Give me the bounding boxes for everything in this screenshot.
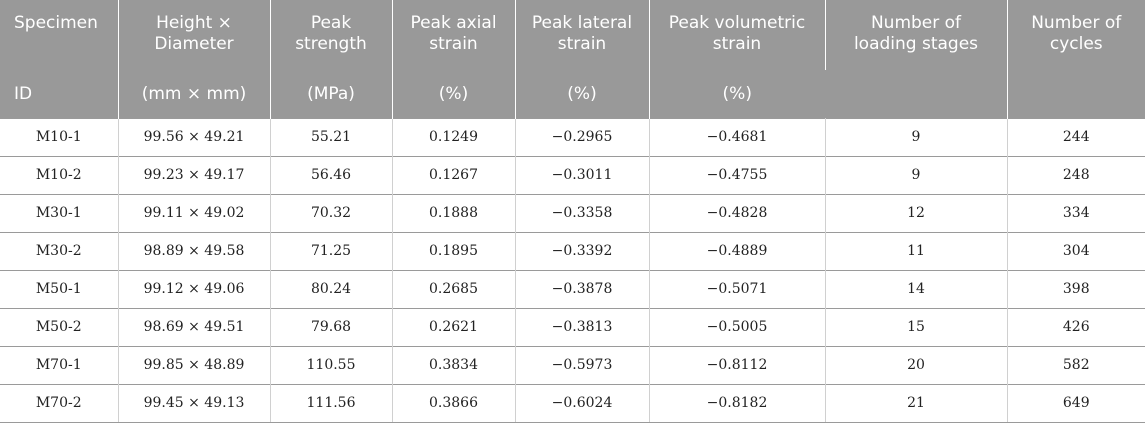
cell-dimensions: 99.85 × 48.89	[118, 346, 270, 384]
cell-specimen-id: M50-1	[0, 270, 118, 308]
cell-cycles: 244	[1007, 118, 1145, 156]
cell-cycles: 582	[1007, 346, 1145, 384]
cell-peak-strength: 80.24	[270, 270, 392, 308]
cell-axial-strain: 0.1267	[392, 156, 515, 194]
cell-cycles: 398	[1007, 270, 1145, 308]
cell-lateral-strain: −0.2965	[515, 118, 649, 156]
table-row	[0, 232, 1145, 270]
unit-mm: (mm × mm)	[118, 70, 270, 118]
cell-loading-stages: 14	[825, 270, 1007, 308]
unit-id: ID	[0, 70, 118, 118]
cell-axial-strain: 0.1888	[392, 194, 515, 232]
cell-cycles: 248	[1007, 156, 1145, 194]
table-header	[0, 0, 1145, 118]
table-row	[0, 346, 1145, 384]
table-row	[0, 384, 1145, 422]
cell-lateral-strain: −0.3813	[515, 308, 649, 346]
unit-axial-percent: (%)	[392, 70, 515, 118]
cell-specimen-id: M50-2	[0, 308, 118, 346]
cell-volumetric-strain: −0.8182	[649, 384, 825, 422]
cell-specimen-id: M10-1	[0, 118, 118, 156]
cell-lateral-strain: −0.3878	[515, 270, 649, 308]
cell-dimensions: 99.12 × 49.06	[118, 270, 270, 308]
cell-dimensions: 99.45 × 49.13	[118, 384, 270, 422]
header-loading-stages: Number of loading stages	[825, 0, 1007, 118]
cell-dimensions: 99.23 × 49.17	[118, 156, 270, 194]
cell-axial-strain: 0.1895	[392, 232, 515, 270]
header-peak-axial-strain: Peak axial strain	[392, 0, 515, 70]
cell-specimen-id: M70-2	[0, 384, 118, 422]
cell-axial-strain: 0.2685	[392, 270, 515, 308]
cell-peak-strength: 111.56	[270, 384, 392, 422]
table-row	[0, 270, 1145, 308]
cell-lateral-strain: −0.3011	[515, 156, 649, 194]
cell-volumetric-strain: −0.4755	[649, 156, 825, 194]
cell-cycles: 649	[1007, 384, 1145, 422]
cell-specimen-id: M30-2	[0, 232, 118, 270]
cell-peak-strength: 110.55	[270, 346, 392, 384]
header-cycles: Number of cycles	[1007, 0, 1145, 118]
cell-peak-strength: 79.68	[270, 308, 392, 346]
cell-loading-stages: 15	[825, 308, 1007, 346]
cell-volumetric-strain: −0.5071	[649, 270, 825, 308]
cell-loading-stages: 11	[825, 232, 1007, 270]
cell-peak-strength: 56.46	[270, 156, 392, 194]
cell-loading-stages: 21	[825, 384, 1007, 422]
header-peak-strength: Peak strength	[270, 0, 392, 70]
cell-loading-stages: 20	[825, 346, 1007, 384]
cell-axial-strain: 0.3834	[392, 346, 515, 384]
cell-peak-strength: 70.32	[270, 194, 392, 232]
cell-volumetric-strain: −0.4828	[649, 194, 825, 232]
cell-volumetric-strain: −0.4681	[649, 118, 825, 156]
header-height-diameter: Height × Diameter	[118, 0, 270, 70]
table-row	[0, 194, 1145, 232]
cell-cycles: 304	[1007, 232, 1145, 270]
unit-lateral-percent: (%)	[515, 70, 649, 118]
cell-peak-strength: 71.25	[270, 232, 392, 270]
cell-axial-strain: 0.1249	[392, 118, 515, 156]
cell-specimen-id: M10-2	[0, 156, 118, 194]
cell-loading-stages: 9	[825, 156, 1007, 194]
header-specimen: Specimen	[0, 0, 118, 70]
cell-axial-strain: 0.2621	[392, 308, 515, 346]
cell-lateral-strain: −0.6024	[515, 384, 649, 422]
cell-lateral-strain: −0.3358	[515, 194, 649, 232]
cell-lateral-strain: −0.3392	[515, 232, 649, 270]
cell-axial-strain: 0.3866	[392, 384, 515, 422]
cell-volumetric-strain: −0.8112	[649, 346, 825, 384]
cell-volumetric-strain: −0.4889	[649, 232, 825, 270]
cell-lateral-strain: −0.5973	[515, 346, 649, 384]
header-peak-volumetric-strain: Peak volumetric strain	[649, 0, 825, 70]
cell-cycles: 334	[1007, 194, 1145, 232]
cell-loading-stages: 9	[825, 118, 1007, 156]
unit-mpa: (MPa)	[270, 70, 392, 118]
table-row	[0, 118, 1145, 156]
cell-dimensions: 99.11 × 49.02	[118, 194, 270, 232]
cell-dimensions: 98.89 × 49.58	[118, 232, 270, 270]
table-row	[0, 156, 1145, 194]
cell-dimensions: 99.56 × 49.21	[118, 118, 270, 156]
cell-peak-strength: 55.21	[270, 118, 392, 156]
table-body	[0, 118, 1145, 422]
table-row	[0, 308, 1145, 346]
cell-loading-stages: 12	[825, 194, 1007, 232]
cell-cycles: 426	[1007, 308, 1145, 346]
cell-dimensions: 98.69 × 49.51	[118, 308, 270, 346]
cell-specimen-id: M30-1	[0, 194, 118, 232]
cell-specimen-id: M70-1	[0, 346, 118, 384]
cell-volumetric-strain: −0.5005	[649, 308, 825, 346]
header-peak-lateral-strain: Peak lateral strain	[515, 0, 649, 70]
unit-volumetric-percent: (%)	[649, 70, 825, 118]
